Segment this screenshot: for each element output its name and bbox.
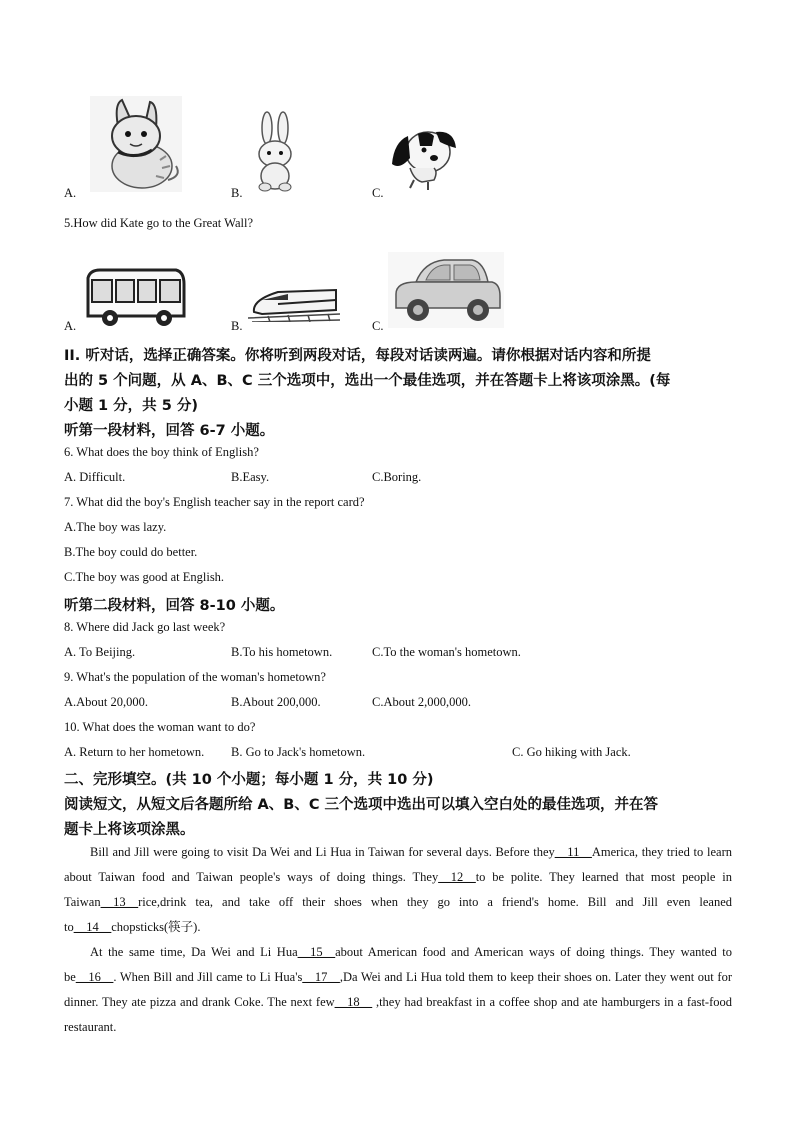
p1-text-3: to be polite. They learned that most people in Taiwan (64, 870, 732, 909)
part2-heading: 听第二段材料，回答 8-10 小题。 (64, 598, 285, 614)
bus-image (84, 266, 188, 328)
q5-option-a[interactable]: A. (64, 319, 77, 333)
q9-option-a[interactable]: A.About 20,000. (64, 695, 149, 709)
q6-option-b[interactable]: B.Easy. (231, 470, 270, 484)
q4-option-b[interactable]: B. (231, 186, 243, 200)
q7-question: 7. What did the boy's English teacher say in the report card? (64, 495, 365, 509)
q9-option-b[interactable]: B.About 200,000. (231, 695, 321, 709)
p2-text-2: about American food and American ways of doing things. They wanted to be (64, 945, 732, 984)
blank-15[interactable]: __15__ (297, 945, 336, 959)
cloze-instruction-line2: 题卡上将该项涂黑。 (64, 822, 195, 838)
q8-option-a[interactable]: A. To Beijing. (64, 645, 136, 659)
blank-18[interactable]: __18__ (334, 995, 373, 1009)
q9-question: 9. What's the population of the woman's hometown? (64, 670, 326, 684)
p2-text-1: At the same time, Da Wei and Li Hua (90, 945, 298, 959)
blank-14[interactable]: __14__ (73, 920, 112, 934)
section2-heading-line3: 小题 1 分，共 5 分) (64, 398, 198, 414)
q10-option-a[interactable]: A. Return to her hometown. (64, 745, 205, 759)
q5-question: 5.How did Kate go to the Great Wall? (64, 216, 253, 230)
section2-heading-line2: 出的 5 个问题，从 A、B、C 三个选项中，选出一个最佳选项，并在答题卡上将该项涂黑。(每 (64, 373, 671, 389)
blank-11[interactable]: __11__ (554, 845, 592, 859)
q5-option-b[interactable]: B. (231, 319, 243, 333)
q8-question: 8. Where did Jack go last week? (64, 620, 226, 634)
blank-16[interactable]: __16__ (75, 970, 114, 984)
q7-option-c[interactable]: C.The boy was good at English. (64, 570, 225, 584)
q6-option-c[interactable]: C.Boring. (372, 470, 422, 484)
p1-text-2: America, they tried to learn about Taiwan food and Taiwan people's ways of doing things. They (64, 845, 732, 884)
cloze-instruction-line1: 阅读短文，从短文后各题所给 A、B、C 三个选项中选出可以填入空白处的最佳选项，并在答 (64, 797, 659, 813)
cloze-paragraph-2 (64, 940, 732, 1040)
blank-17[interactable]: __17__ (302, 970, 340, 984)
q4-option-c[interactable]: C. (372, 186, 384, 200)
q10-option-c[interactable]: C. Go hiking with Jack. (512, 745, 631, 759)
p2-text-3: . When Bill and Jill came to Li Hua's (113, 970, 303, 984)
cloze-heading: 二、完形填空。(共 10 个小题；每小题 1 分，共 10 分) (64, 772, 434, 788)
cat-image (90, 96, 182, 192)
q5-option-c[interactable]: C. (372, 319, 384, 333)
blank-12[interactable]: __12__ (438, 870, 476, 884)
q9-option-c[interactable]: C.About 2,000,000. (372, 695, 471, 709)
q10-question: 10. What does the woman want to do? (64, 720, 256, 734)
p1-text-4: rice,drink tea, and take off their shoes when they go into a friend's home. Bill and Jill even leaned to (64, 895, 732, 934)
section2-heading-line1: II. 听对话，选择正确答案。你将听到两段对话，每段对话读两遍。请你根据对话内容和所提 (64, 348, 651, 364)
p2-text-4: ,Da Wei and Li Hua told them to keep their shoes on. Later they went out for dinner. They ate pizza and drank Coke. The next few (64, 970, 732, 1009)
train-image (248, 282, 340, 322)
cloze-passage (64, 840, 732, 1040)
dog-image (388, 122, 460, 192)
rabbit-image (250, 110, 300, 192)
cloze-paragraph-1 (64, 840, 732, 940)
p1-text-1: Bill and Jill were going to visit Da Wei and Li Hua in Taiwan for several days. Before they (90, 845, 555, 859)
p2-text-5: ,they had breakfast in a coffee shop and ate hamburgers in a fast-food restaurant. (64, 995, 732, 1034)
q6-question: 6. What does the boy think of English? (64, 445, 259, 459)
q7-option-b[interactable]: B.The boy could do better. (64, 545, 198, 559)
blank-13[interactable]: __13__ (100, 895, 139, 909)
q10-option-b[interactable]: B. Go to Jack's hometown. (231, 745, 366, 759)
p1-text-5: chopsticks(筷子). (111, 920, 201, 934)
q4-option-a[interactable]: A. (64, 186, 77, 200)
q7-option-a[interactable]: A.The boy was lazy. (64, 520, 167, 534)
q8-option-c[interactable]: C.To the woman's hometown. (372, 645, 521, 659)
q8-option-b[interactable]: B.To his hometown. (231, 645, 333, 659)
car-image (388, 252, 504, 328)
q6-option-a[interactable]: A. Difficult. (64, 470, 126, 484)
part1-heading: 听第一段材料，回答 6-7 小题。 (64, 423, 275, 439)
